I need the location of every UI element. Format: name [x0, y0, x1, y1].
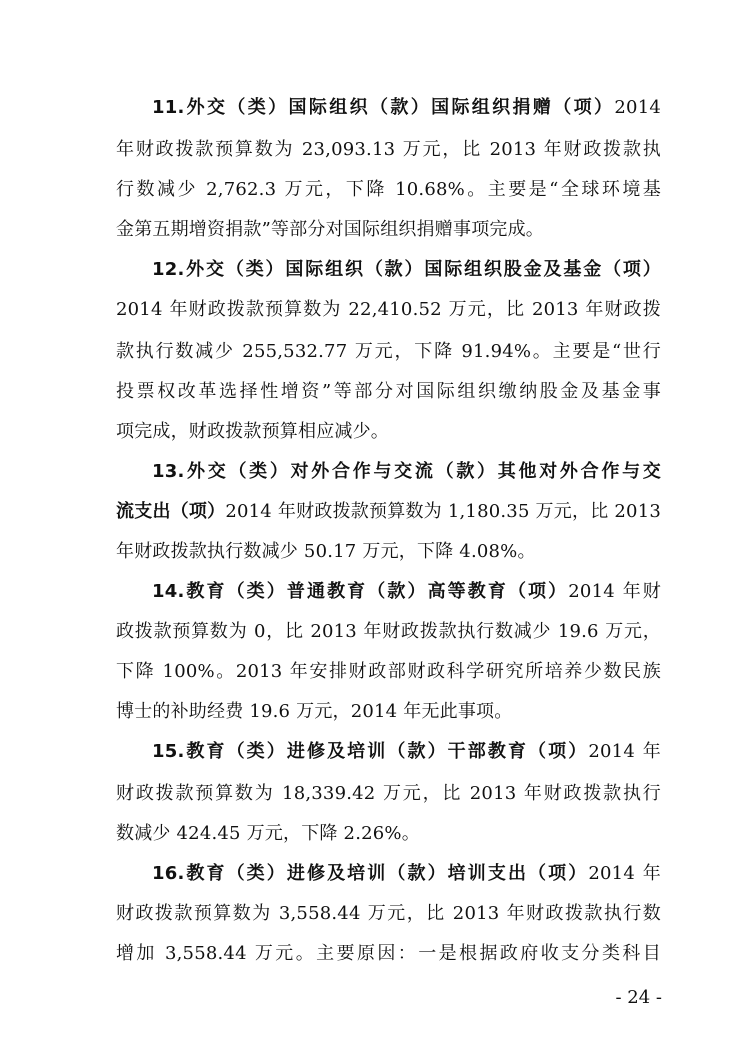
paragraph-13-heading-continued: 流支出（项） — [116, 501, 226, 522]
paragraph-16-line-3: 增加 3,558.44 万元。主要原因：一是根据政府收支分类科目 — [116, 943, 661, 964]
paragraph-14-text: 2014 年财 — [568, 581, 661, 602]
paragraph-14-heading: 14.教育（类）普通教育（款）高等教育（项） — [152, 581, 569, 602]
paragraph-12-line-3: 款执行数减少 255,532.77 万元，下降 91.94%。主要是“世行 — [116, 341, 661, 362]
paragraph-15-line-1 — [152, 740, 661, 764]
paragraph-13-line-1 — [152, 460, 661, 484]
paragraph-11-text: 2014 — [614, 97, 661, 118]
paragraph-16-line-1 — [152, 862, 661, 886]
paragraph-15-text: 2014 年 — [588, 741, 661, 762]
paragraph-14-line-2: 政拨款预算数为 0，比 2013 年财政拨款执行数减少 19.6 万元， — [116, 621, 661, 642]
page-number: - 24 - — [615, 987, 662, 1008]
paragraph-14-line-3: 下降 100%。2013 年安排财政部财政科学研究所培养少数民族 — [116, 661, 661, 682]
paragraph-11-line-2: 年财政拨款预算数为 23,093.13 万元，比 2013 年财政拨款执 — [116, 139, 661, 160]
paragraph-15-line-2: 财政拨款预算数为 18,339.42 万元，比 2013 年财政拨款执行 — [116, 783, 661, 804]
paragraph-14-line-1 — [152, 580, 661, 604]
paragraph-12-line-4: 投票权改革选择性增资”等部分对国际组织缴纳股金及基金事 — [116, 381, 661, 402]
paragraph-11-line-1 — [152, 96, 661, 120]
paragraph-15-heading: 15.教育（类）进修及培训（款）干部教育（项） — [152, 741, 589, 762]
paragraph-11-heading: 11.外交（类）国际组织（款）国际组织捐赠（项） — [152, 97, 615, 118]
paragraph-13-text: 2014 年财政拨款预算数为 1,180.35 万元，比 2013 — [225, 501, 661, 522]
paragraph-13-line-3: 年财政拨款执行数减少 50.17 万元，下降 4.08%。 — [116, 541, 536, 562]
paragraph-14-line-4: 博士的补助经费 19.6 万元，2014 年无此事项。 — [116, 701, 513, 722]
paragraph-15-line-3: 数减少 424.45 万元，下降 2.26%。 — [116, 823, 420, 844]
paragraph-13-heading: 13.外交（类）对外合作与交流（款）其他对外合作与交 — [152, 461, 661, 482]
paragraph-12-heading: 12.外交（类）国际组织（款）国际组织股金及基金（项） — [152, 259, 661, 280]
paragraph-16-text: 2014 年 — [588, 863, 661, 884]
paragraph-12-line-2: 2014 年财政拨款预算数为 22,410.52 万元，比 2013 年财政拨 — [116, 299, 661, 320]
paragraph-12-line-5: 项完成，财政拨款预算相应减少。 — [116, 421, 389, 442]
paragraph-11-line-4: 金第五期增资捐款”等部分对国际组织捐赠事项完成。 — [116, 219, 544, 240]
paragraph-12-line-1 — [152, 258, 661, 282]
paragraph-16-heading: 16.教育（类）进修及培训（款）培训支出（项） — [152, 863, 589, 884]
paragraph-11-line-3: 行数减少 2,762.3 万元，下降 10.68%。主要是“全球环境基 — [116, 179, 661, 200]
paragraph-16-line-2: 财政拨款预算数为 3,558.44 万元，比 2013 年财政拨款执行数 — [116, 903, 661, 924]
paragraph-13-line-2 — [116, 500, 661, 524]
